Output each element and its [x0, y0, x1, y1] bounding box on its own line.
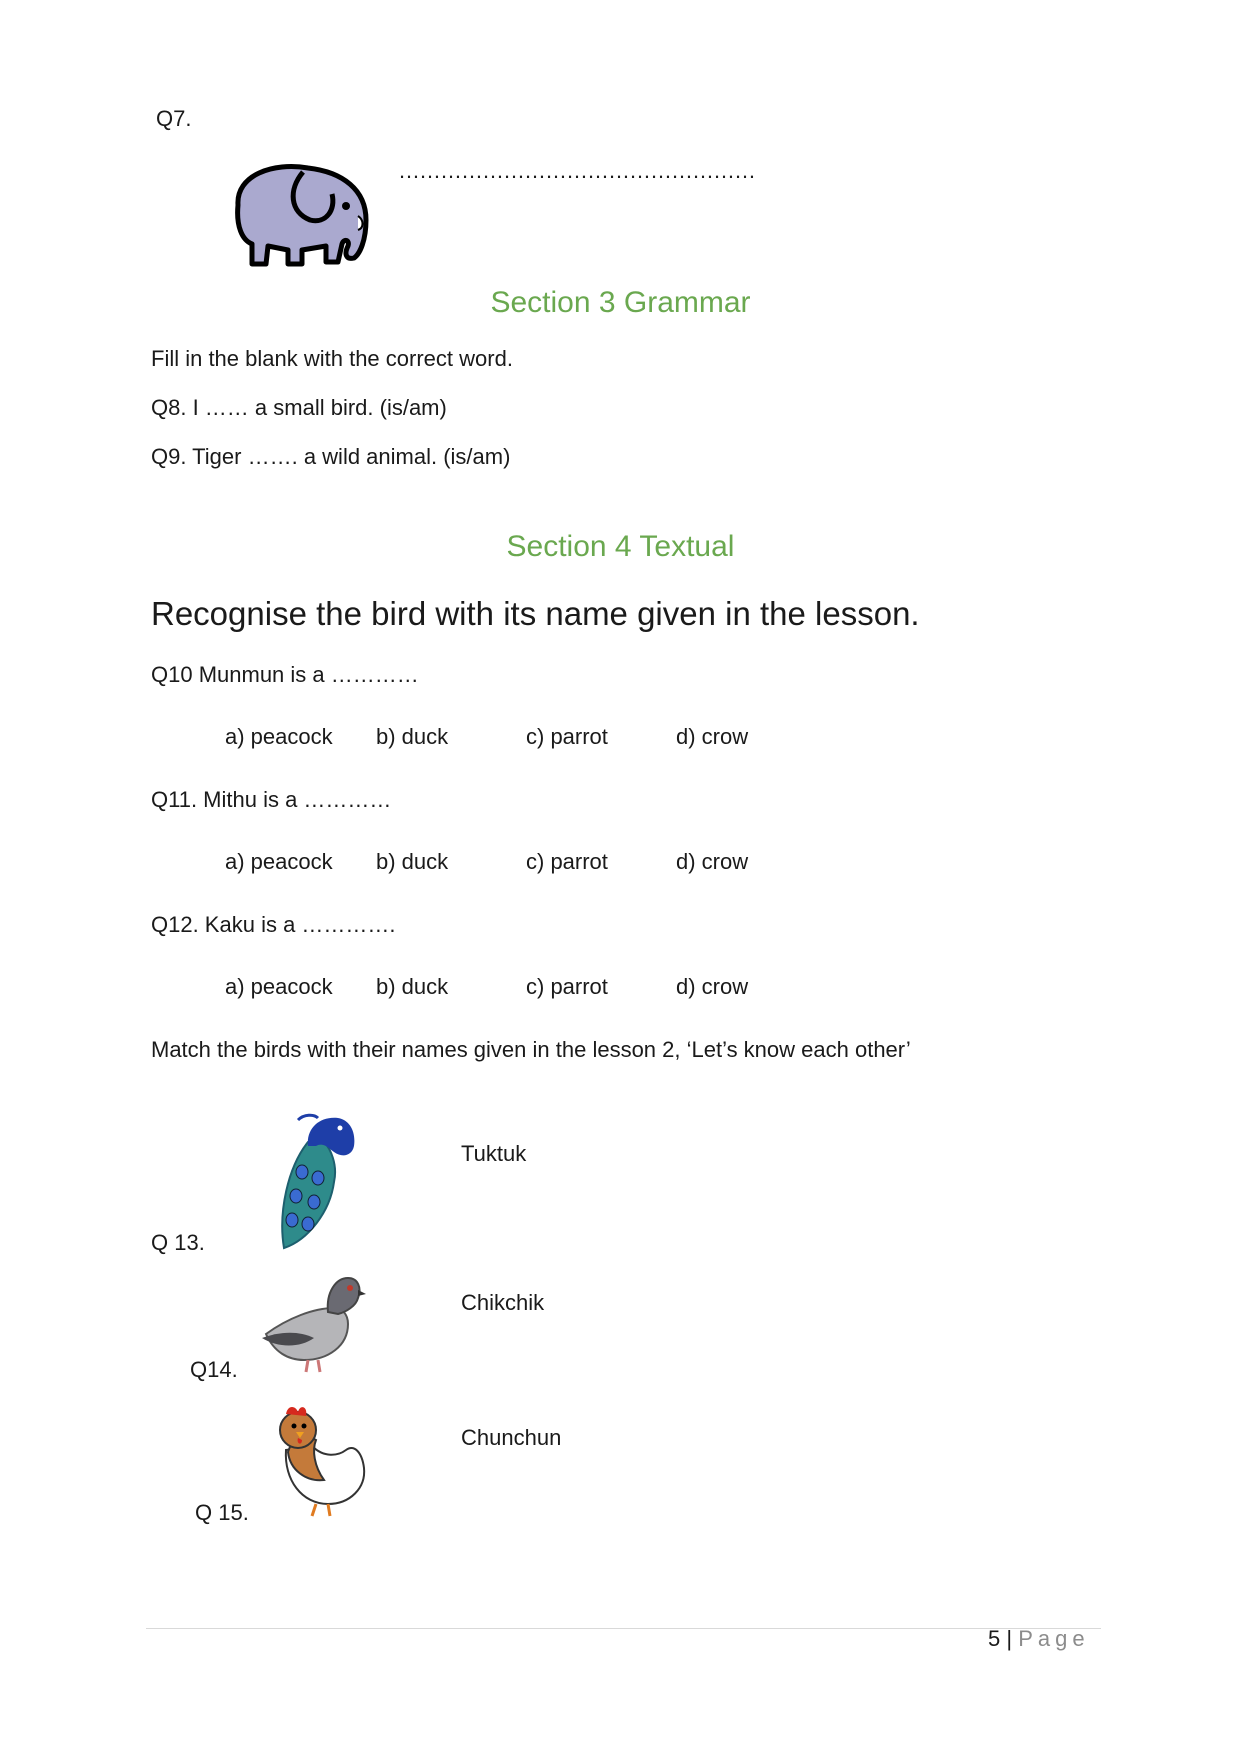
match-label-q15: Q 15.	[195, 1500, 249, 1525]
q10-option-d: d) crow	[676, 724, 749, 749]
q11-option-d: d) crow	[676, 849, 749, 874]
pigeon-icon	[258, 1268, 368, 1378]
q11-option-a: a) peacock	[225, 849, 333, 874]
q10-option-a: a) peacock	[225, 724, 333, 749]
question-q9: Q9. Tiger ……. a wild animal. (is/am)	[151, 444, 511, 469]
question-label-q7: Q7.	[156, 106, 192, 131]
question-q12: Q12. Kaku is a ………….	[151, 912, 396, 937]
match-label-q13: Q 13.	[151, 1230, 205, 1255]
page-footer	[988, 1626, 1090, 1652]
question-q8: Q8. I …… a small bird. (is/am)	[151, 395, 447, 420]
question-q11: Q11. Mithu is a …………	[151, 787, 392, 812]
q12-option-a: a) peacock	[225, 974, 333, 999]
elephant-icon	[218, 150, 383, 272]
section-3-heading: Section 3 Grammar	[490, 286, 751, 319]
footer-divider	[146, 1628, 1101, 1629]
section-4-instruction: Recognise the bird with its name given in the lesson.	[151, 595, 920, 632]
q7-answer-blank: ……………………………………………	[398, 158, 755, 183]
match-label-q14: Q14.	[190, 1357, 238, 1382]
section-3-instruction: Fill in the blank with the correct word.	[151, 346, 513, 371]
page-separator: |	[1006, 1626, 1013, 1651]
question-q10: Q10 Munmun is a …………	[151, 662, 419, 687]
q11-option-b: b) duck	[376, 849, 449, 874]
q10-option-b: b) duck	[376, 724, 449, 749]
page-number: 5	[988, 1626, 1001, 1651]
hen-icon	[276, 1400, 372, 1520]
q12-option-c: c) parrot	[526, 974, 608, 999]
q12-option-b: b) duck	[376, 974, 449, 999]
match-name-chunchun: Chunchun	[461, 1425, 562, 1450]
q11-option-c: c) parrot	[526, 849, 608, 874]
q12-option-d: d) crow	[676, 974, 749, 999]
peacock-icon	[268, 1112, 378, 1252]
match-name-chikchik: Chikchik	[461, 1290, 545, 1315]
match-name-tuktuk: Tuktuk	[461, 1141, 527, 1166]
section-4-heading: Section 4 Textual	[506, 530, 735, 563]
page-label: Page	[1018, 1626, 1090, 1651]
match-instruction: Match the birds with their names given in the lesson 2, ‘Let’s know each other’	[151, 1037, 911, 1062]
q10-option-c: c) parrot	[526, 724, 608, 749]
